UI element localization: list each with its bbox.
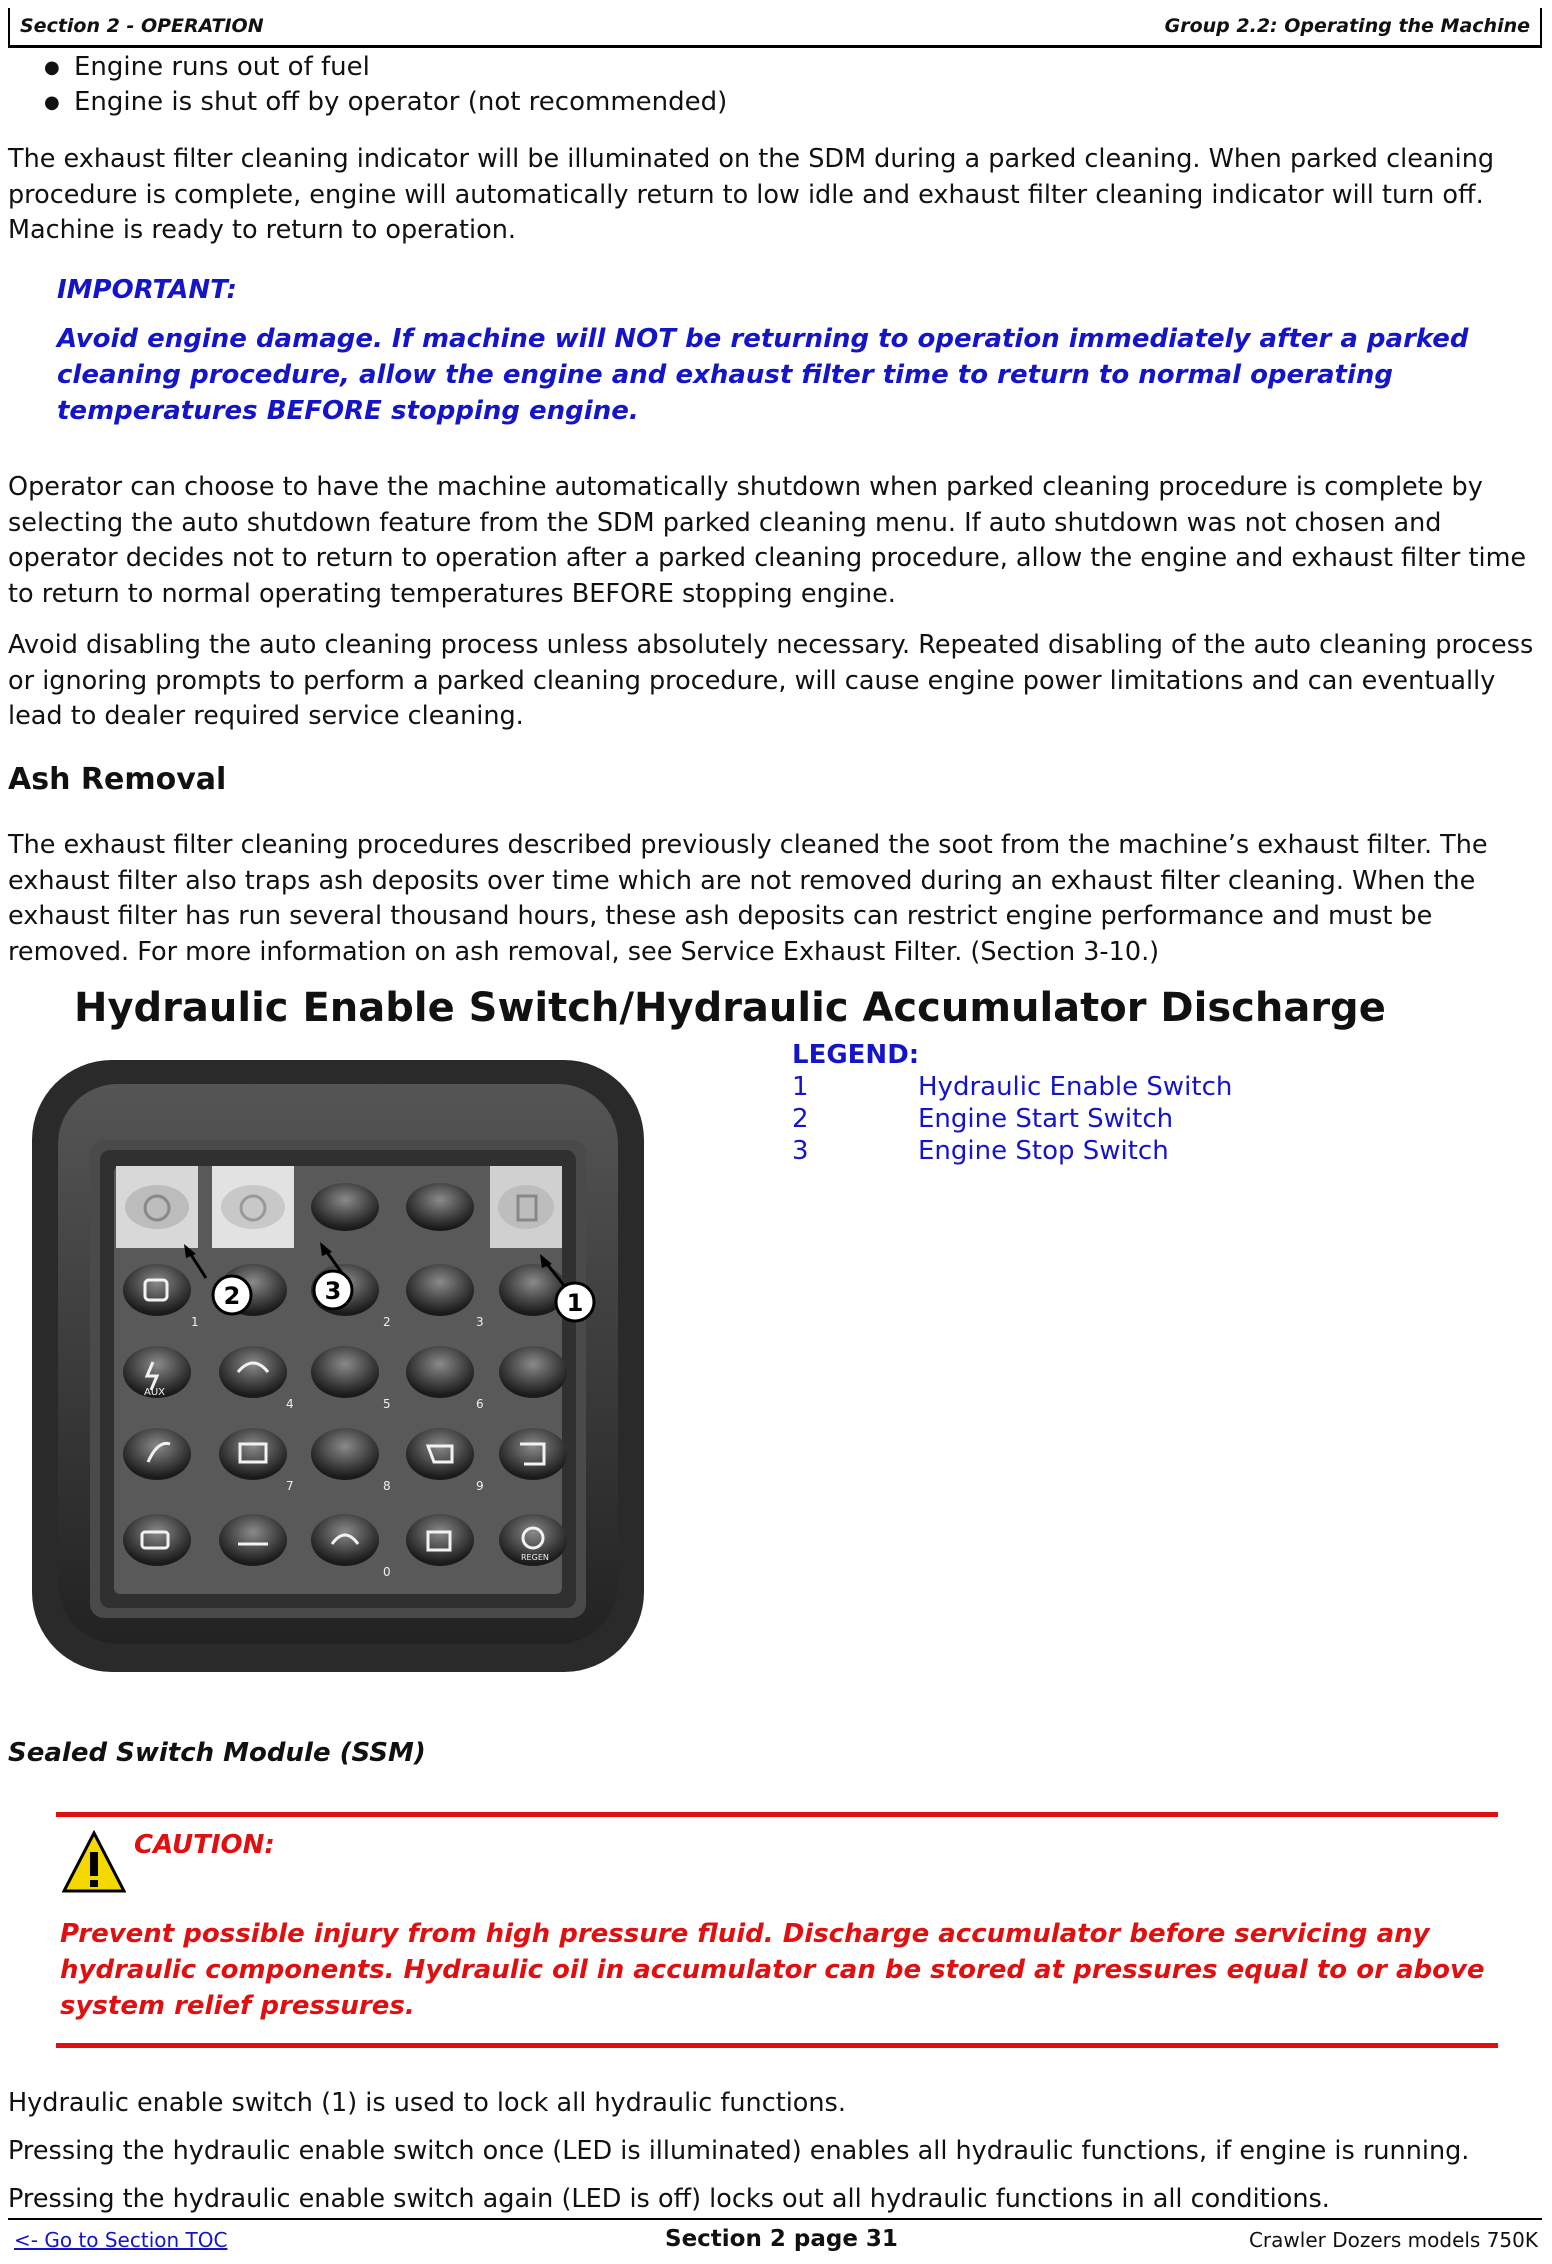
paragraph-auto-cleaning: Avoid disabling the auto cleaning process unless absolutely necessary. Repeated disabling of the auto cleaning process or ignoring prompts to perform a parked cleaning procedure, will cause engine power limitations and can eventually lead to dealer required service cleaning. <box>8 630 1534 731</box>
legend-number: 3 <box>792 1136 809 1166</box>
legend-row <box>792 1136 1169 1168</box>
list-item: ● Engine runs out of fuel <box>44 50 727 85</box>
legend-number: 2 <box>792 1104 809 1134</box>
key-number: 3 <box>476 1315 484 1329</box>
key-number: 1 <box>191 1315 199 1329</box>
legend-number: 1 <box>792 1072 809 1102</box>
regen-key-label: REGEN <box>521 1553 549 1562</box>
legend <box>792 1040 1233 1168</box>
warning-icon <box>62 1830 126 1894</box>
key-number: 5 <box>383 1397 391 1411</box>
key-number: 8 <box>383 1479 391 1493</box>
footer-rule <box>8 2218 1542 2220</box>
legend-label: Engine Stop Switch <box>918 1136 1169 1166</box>
ssm-photo <box>28 1050 650 1680</box>
caution-top-rule <box>56 1812 1498 1817</box>
caution-bottom-rule <box>56 2043 1498 2048</box>
legend-label: Hydraulic Enable Switch <box>918 1072 1233 1102</box>
callout-label: 1 <box>566 1289 584 1317</box>
caution-text: Prevent possible injury from high pressure fluid. Discharge accumulator before servicing any hydraulic components. Hydraulic oil in accumulator can be stored at pressures equal to or above system relief pressures. <box>60 1919 1485 2021</box>
key-number: 7 <box>286 1479 294 1493</box>
section-title: Hydraulic Enable Switch/Hydraulic Accumulator Discharge <box>74 985 1386 1031</box>
aux-key-label: AUX <box>144 1387 166 1398</box>
legend-row <box>792 1104 1174 1136</box>
footer-model: Crawler Dozers models 750K <box>1248 2228 1538 2252</box>
ash-removal-heading: Ash Removal <box>8 762 227 797</box>
legend-label: Engine Start Switch <box>918 1104 1174 1134</box>
key-number: 9 <box>476 1479 484 1493</box>
figure-caption: Sealed Switch Module (SSM) <box>8 1738 426 1768</box>
caution-heading: CAUTION: <box>134 1830 275 1860</box>
paragraph-auto-shutdown: Operator can choose to have the machine automatically shutdown when parked cleaning procedure is complete by selecting the auto shutdown feature from the SDM parked cleaning menu. If auto shutdown was not chosen and operator decides not to return to operation after a parked cleaning procedure, allow the engine and exhaust filter time to return to normal operating temperatures BEFORE stopping engine. <box>8 472 1527 609</box>
legend-row <box>792 1072 1233 1104</box>
key-number: 6 <box>476 1397 484 1411</box>
key-number: 2 <box>383 1315 391 1329</box>
callout-label: 3 <box>324 1277 342 1305</box>
header-group: Group 2.2: Operating the Machine <box>1164 15 1530 37</box>
paragraph-press-once: Pressing the hydraulic enable switch once (LED is illuminated) enables all hydraulic functions, if engine is running. <box>8 2136 1470 2166</box>
page-header <box>8 8 1542 48</box>
paragraph-press-again: Pressing the hydraulic enable switch again (LED is off) locks out all hydraulic functions in all conditions. <box>8 2184 1330 2214</box>
bullet-list <box>44 50 727 120</box>
callout-label: 2 <box>223 1282 241 1310</box>
list-item: ● Engine is shut off by operator (not recommended) <box>44 85 727 120</box>
important-heading: IMPORTANT: <box>57 275 237 305</box>
important-text: Avoid engine damage. If machine will NOT be returning to operation immediately after a parked cleaning procedure, allow the engine and exhaust filter time to return to normal operating temperatures BEFORE stopping engine. <box>57 324 1469 426</box>
header-section: Section 2 - OPERATION <box>20 15 264 37</box>
key-number: 0 <box>383 1565 391 1579</box>
page-number: Section 2 page 31 <box>665 2226 898 2252</box>
section-toc-link[interactable]: <- Go to Section TOC <box>14 2228 228 2252</box>
paragraph-ash-removal: The exhaust filter cleaning procedures described previously cleaned the soot from the machine’s exhaust filter. The exhaust filter also traps ash deposits over time which are not removed during an exhaust filter cleaning. When the exhaust filter has run several thousand hours, these ash deposits can restrict engine performance and must be removed. For more information on ash removal, see Service Exhaust Filter. (Section 3-10.) <box>8 830 1488 967</box>
key-number: 4 <box>286 1397 294 1411</box>
paragraph-indicator: The exhaust filter cleaning indicator will be illuminated on the SDM during a parked cleaning. When parked cleaning procedure is complete, engine will automatically return to low idle and exhaust filter cleaning indicator will turn off. Machine is ready to return to operation. <box>8 144 1495 245</box>
legend-heading: LEGEND: <box>792 1040 920 1070</box>
paragraph-enable-switch: Hydraulic enable switch (1) is used to lock all hydraulic functions. <box>8 2088 846 2118</box>
